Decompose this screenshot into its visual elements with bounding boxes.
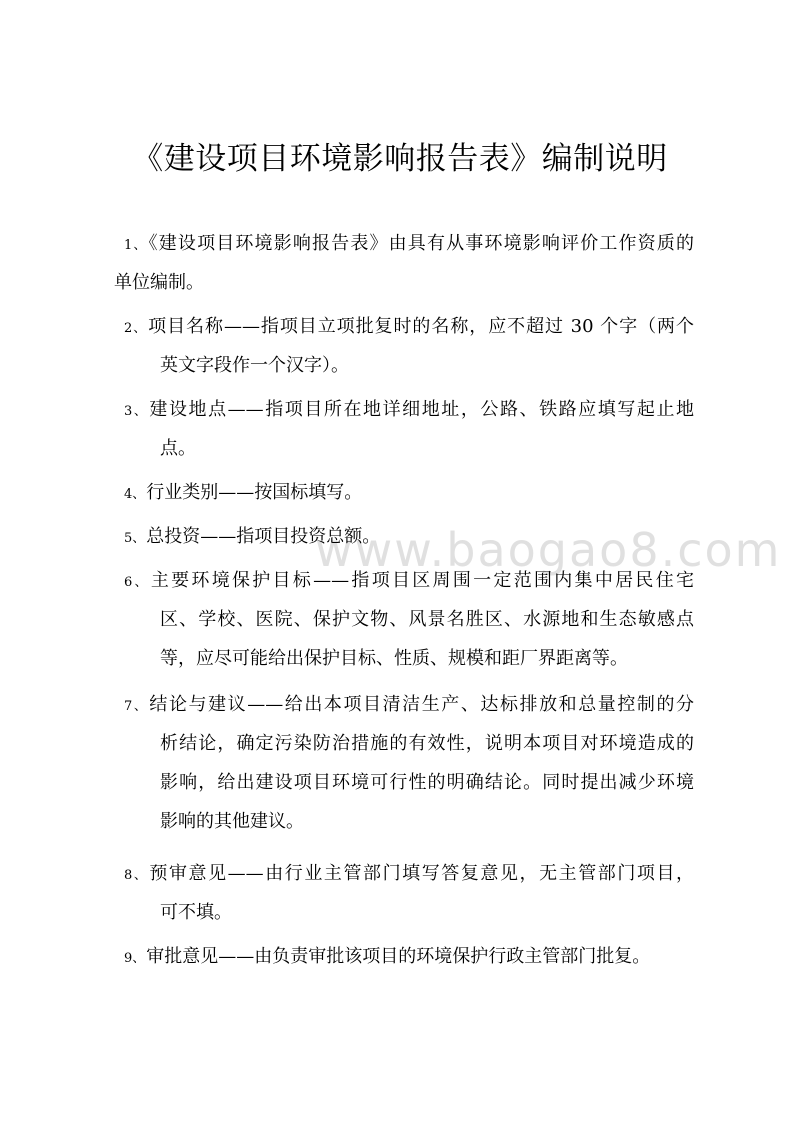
- list-item-text: 主要环境保护目标——指项目区周围一定范围内集中居民住宅: [150, 570, 694, 591]
- watermark: www.baogao8.com: [315, 523, 782, 577]
- list-item-text: 审批意见——由负责审批该项目的环境保护行政主管部门批复。: [146, 946, 651, 967]
- list-item-line: [124, 473, 694, 512]
- list-item-number: 1、: [124, 238, 148, 253]
- list-item-number: 7、: [124, 699, 149, 714]
- list-item-line: [124, 724, 694, 763]
- list-item-text: 点。: [160, 438, 196, 459]
- list-item-text: 预审意见——由行业主管部门填写答复意见，无主管部门项目，: [149, 863, 694, 884]
- list-item-text: 影响的其他建议。: [160, 811, 304, 832]
- list-item-line: [124, 600, 694, 639]
- list-item: [114, 224, 694, 302]
- list-item: [124, 390, 694, 468]
- list-item: [124, 937, 694, 976]
- list-item-text: 影响，给出建设项目环境可行性的明确结论。同时提出减少环境: [160, 772, 694, 793]
- list-item: [124, 307, 694, 385]
- list-item-number: 3、: [124, 404, 149, 419]
- list-item-line: [114, 263, 694, 302]
- list-item-number: 9、: [124, 951, 146, 966]
- list-item-text: 建设地点——指项目所在地详细地址，公路、铁路应填写起止地: [149, 399, 694, 420]
- list-item-text: 区、学校、医院、保护文物、风景名胜区、水源地和生态敏感点: [160, 609, 694, 630]
- list-item-line: [124, 685, 694, 724]
- list-item: [124, 685, 694, 841]
- list-item: [124, 561, 694, 678]
- list-item-line: [124, 224, 694, 263]
- list-item-line: [124, 346, 694, 385]
- list-item-text: 总投资——指项目投资总额。: [146, 526, 381, 547]
- list-item: [124, 473, 694, 512]
- list-item-line: [124, 429, 694, 468]
- list-item-line: [124, 893, 694, 932]
- list-item: [124, 517, 694, 556]
- list-item-text: 《建设项目环境影响报告表》由具有从事环境影响评价工作资质的: [148, 233, 694, 254]
- list-item-line: [124, 390, 694, 429]
- list-item-line: [124, 763, 694, 802]
- list-item-line: [124, 561, 694, 600]
- list-item-line: [124, 517, 694, 556]
- list-item-text: 结论与建议——给出本项目清洁生产、达标排放和总量控制的分: [149, 694, 694, 715]
- list-item-text: 英文字段作一个汉字）。: [160, 355, 349, 376]
- list-item-line: [124, 937, 694, 976]
- list-item-line: [124, 639, 694, 678]
- list-item-text: 等，应尽可能给出保护目标、性质、规模和距厂界距离等。: [160, 648, 628, 669]
- list-item: [124, 854, 694, 932]
- list-item-text: 析结论，确定污染防治措施的有效性，说明本项目对环境造成的: [160, 733, 694, 754]
- list-item-number: 6、: [124, 575, 150, 590]
- list-item-line: [124, 854, 694, 893]
- list-item-text: 可不填。: [160, 902, 232, 923]
- list-item-number: 4、: [124, 487, 146, 502]
- list-item-number: 2、: [124, 321, 148, 336]
- list-item-number: 8、: [124, 868, 149, 883]
- list-item-text: 行业类别——按国标填写。: [146, 482, 363, 503]
- list-item-number: 5、: [124, 531, 146, 546]
- list-item-text: 单位编制。: [114, 272, 204, 293]
- list-item-line: [124, 802, 694, 841]
- list-item-line: [124, 307, 694, 346]
- list-item-text: 项目名称——指项目立项批复时的名称，应不超过 30 个字（两个: [148, 316, 694, 337]
- page-title: 《建设项目环境影响报告表》编制说明: [132, 141, 668, 177]
